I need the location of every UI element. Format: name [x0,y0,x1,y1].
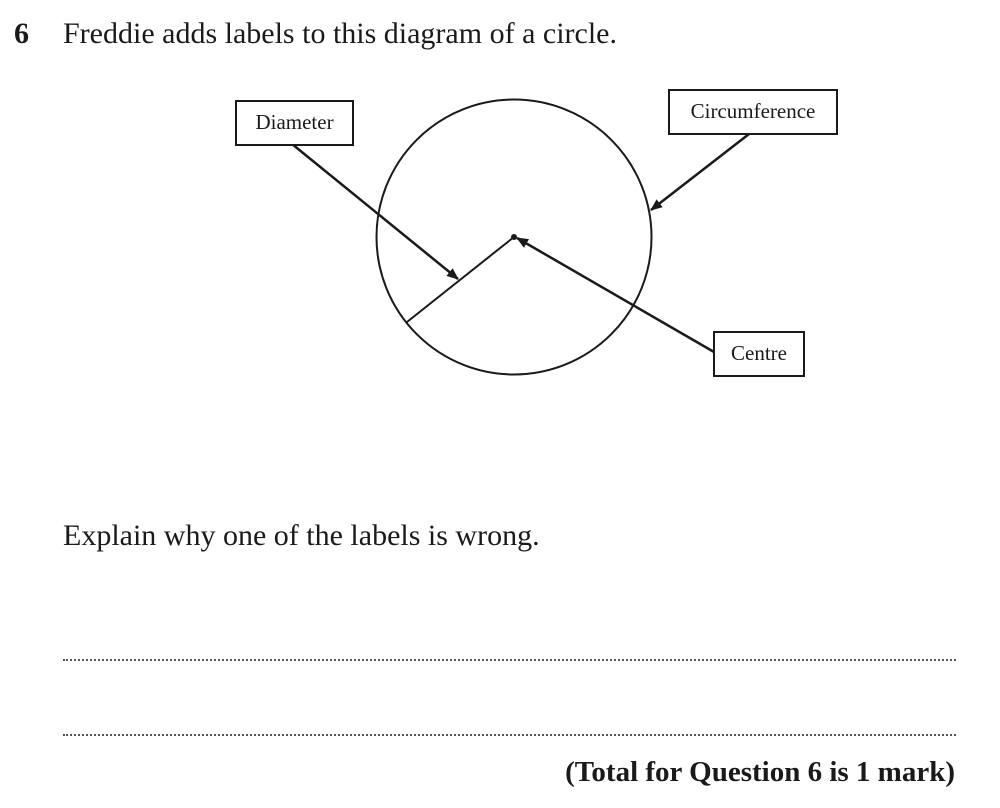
question-text: Freddie adds labels to this diagram of a circle. [63,17,617,50]
answer-line-2[interactable] [63,734,956,736]
diameter-arrow [292,144,458,279]
diameter-label: Diameter [235,100,354,146]
instruction-text: Explain why one of the labels is wrong. [63,519,540,552]
centre-label: Centre [713,331,805,377]
centre-arrow [517,238,714,352]
question-number: 6 [14,17,29,50]
circumference-label: Circumference [668,89,838,135]
total-marks: (Total for Question 6 is 1 mark) [565,756,955,788]
answer-line-1[interactable] [63,659,956,661]
circumference-arrow [651,134,749,210]
